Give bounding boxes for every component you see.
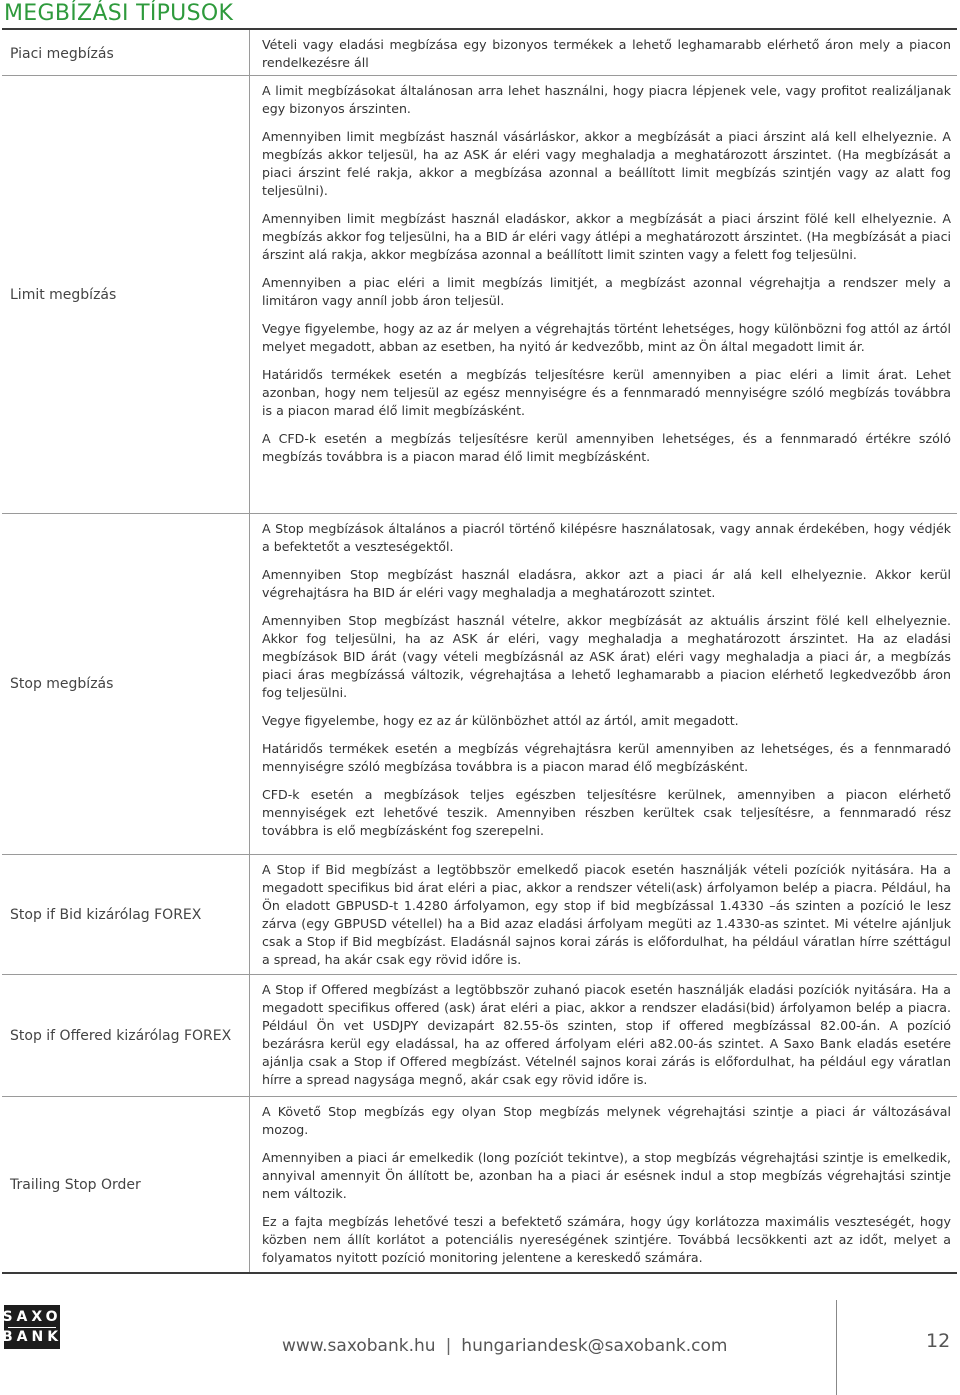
row-label-stop-order: Stop megbízás [2,514,250,854]
logo-divider [8,1327,56,1328]
row-body [250,975,957,1096]
paragraph: Vegye figyelembe, hogy az az ár melyen a végrehajtás történt lehetséges, hogy különbözni fog attól az ártól melyet megadott, abban az esetben, ha nyitó ár kedvezőbb, mint az Ön által megadott limit ár. [262,321,951,354]
email-link[interactable]: hungariandesk@saxobank.com [461,1336,728,1356]
page-title: MEGBÍZÁSI TÍPUSOK [4,1,234,26]
table-row [2,30,957,75]
table-row [2,1096,957,1272]
website-link[interactable]: www.saxobank.hu [282,1336,436,1356]
footer-divider [836,1300,837,1395]
table-row [2,854,957,974]
paragraph: Amennyiben limit megbízást használ eladáskor, akkor a megbízását a piaci árszint fölé kell elhelyeznie. A megbízás akkor fog teljesülni, ha a BID ár eléri vagy átlépi a meghatározott árszintet. (Ha megbízását a piaci árszint alá rakja, akkor megbízása azonnal a beállított limit szinten vagy a felett fog teljesülni. [262,211,951,262]
paragraph: Ez a fajta megbízás lehetővé teszi a befektető számára, hogy úgy korlátozza maximális veszteségét, hogy közben nem állít korlátot a potenciális nyereségének szintjére. Továbbá lecsökkenti azt az időt, melyet a folyamatos nyitott pozíció monitoring jelentene a kereskedő számára. [262,1214,951,1265]
row-label-stop-if-offered: Stop if Offered kizárólag FOREX [2,975,250,1096]
row-body [250,855,957,974]
paragraph: Amennyiben Stop megbízást használ vételre, akkor megbízását az aktuális árszint fölé kell elhelyeznie. Akkor fog teljesülni, ha az ASK ár eléri, vagy meghaladja a meghatározott árszintet. Ha az eladási megbízások BID árát (vagy vételi megbízásnál az ASK árat) eléri vagy meghaladja a piaci ár, a megbízás piaci áras megbízássá változik, végrehajtása a lehető leghamarabb a piacion elérhető legkedvezőbb áron fog teljesülni. [262,613,951,700]
order-types-table [2,28,957,1274]
paragraph: A Követő Stop megbízás egy olyan Stop megbízás melynek végrehajtási szintje a piaci ár változásával mozog. [262,1104,951,1137]
paragraph: CFD-k esetén a megbízások teljes egészben teljesítésre kerülnek, amennyiben a piacon elérhető mennyiségek ezt lehetővé teszik. Amennyiben részben kerültek csak teljesítésre, a fennmaradó rész továbbra is elő megbízásként fog szerepelni. [262,787,951,838]
table-row [2,75,957,513]
saxo-bank-logo [1,1305,63,1349]
row-body [250,76,957,513]
row-body [250,1097,957,1272]
footer-contact [282,1336,727,1356]
table-row [2,513,957,854]
paragraph: Amennyiben a piac eléri a limit megbízás limitjét, a megbízást azonnal végrehajtja a rendszer mely a limitáron vagy anníl jobb áron teljesül. [262,275,951,308]
paragraph: A Stop megbízások általános a piacról történő kilépésre használatosak, vagy annak érdekében, hogy védjék a befektetőt a veszteségektől. [262,521,951,554]
table-row [2,974,957,1096]
row-body [250,514,957,854]
row-label-trailing-stop: Trailing Stop Order [2,1097,250,1272]
paragraph: Amennyiben Stop megbízást használ eladásra, akkor azt a piaci ár alá kell elhelyeznie. Akkor kerül végrehajtásra ha BID ár eléri vagy meghaladja a meghatározott szintet. [262,567,951,600]
row-label-limit-order: Limit megbízás [2,76,250,513]
paragraph: Amennyiben limit megbízást használ vásárláskor, akkor a megbízását a piaci árszint alá kell elhelyeznie. A megbízás akkor teljesül, ha az ASK ár eléri vagy meghaladja a meghatározott árszintet. (Ha megbízását a piaci árszint felé rakja, akkor a megbízása azonnal a beállított limit megbízás szintjén vagy az alatt fog teljesülni). [262,129,951,198]
page-number: 12 [926,1330,951,1352]
footer-separator: | [445,1336,452,1356]
row-body [250,30,957,75]
paragraph: Vételi vagy eladási megbízása egy bizonyos termékek a lehető leghamarabb elérhető áron mely a piacon rendelkezésre áll [262,37,951,70]
paragraph: A limit megbízásokat általánosan arra lehet használni, hogy piacra lépjenek vele, vagy profitot realizáljanak egy bizonyos árszinten. [262,83,951,116]
paragraph: Határidős termékek esetén a megbízás végrehajtásra kerül amennyiben az lehetséges, és a fennmaradó mennyiségre szóló megbízása továbbra is a piacon marad élő megbízásként. [262,741,951,774]
logo-text-top: SAXO [2,1308,62,1325]
paragraph: Vegye figyelembe, hogy ez az ár különbözhet attól az ártól, amit megadott. [262,713,739,728]
paragraph: Amennyiben a piaci ár emelkedik (long pozíciót tekintve), a stop megbízás végrehajtási szintje is emelkedik, annyival amennyit Ön állított be, azonban ha a piaci ár esésnek indul a stop megbízás végrehajtási szintje nem változik. [262,1150,951,1201]
paragraph: A Stop if Offered megbízást a legtöbbször zuhanó piacok esetén használják eladási pozíciók nyitására. Ha a megadott specifikus offered (ask) árat eléri a piac, akkor a rendszer eladási(bid) árfolyamon belép a piacra. Például Ön vet USDJPY devizapárt 82.55-ös szinten, stop if offered megbízással 82.00-án. A pozíció bezárásra kerül egy eladással, ha az offered árfolyam eléri a82.00-ás szintet. A Saxo Bank eladás esetére ajánlja csak a Stop if Offered megbízást. Vételnél sajnos korai zárás is előfordulhat, ha például egy váratlan hírre a spread nagysága megnő, akár csak egy rövid időre is. [262,982,951,1087]
paragraph: A CFD-k esetén a megbízás teljesítésre kerül amennyiben lehetséges, és a fennmaradó értékre szóló megbízás továbbra is a piacon marad élő limit megbízásként. [262,431,951,464]
row-label-market-order: Piaci megbízás [2,30,250,75]
paragraph: Határidős termékek esetén a megbízás teljesítésre kerül amennyiben a piac eléri a limit árat. Lehet azonban, hogy nem teljesül az egész mennyiségre és a fennmaradó mennyiségre szóló megbízás továbbra is a piacon marad élő limit megbízásként. [262,367,951,418]
paragraph: A Stop if Bid megbízást a legtöbbször emelkedő piacok esetén használják vételi pozíciók nyitására. Ha a megadott specifikus bid árat eléri a piac, akkor a rendszer vételi(ask) árfolyamon belép a piacra. Például, ha Ön eladott GBPUSD-t 1.4280 árfolyamon, egy stop if bid megbízással 1.4330 –ás szinten a pozíció le lesz zárva (egy GBPUSD vétellel) ha a Bid azaz eladási árfolyam megüti az 1.4330-as szintet. Mi vételre ajánljuk csak a Stop if Bid megbízást. Eladásnál sajnos korai zárás is előfordulhat, ha például váratlan hírre széttágul a spread, ha akár csak egy rövid időre is. [262,862,951,967]
logo-text-bottom: BANK [1,1328,63,1345]
row-label-stop-if-bid: Stop if Bid kizárólag FOREX [2,855,250,974]
